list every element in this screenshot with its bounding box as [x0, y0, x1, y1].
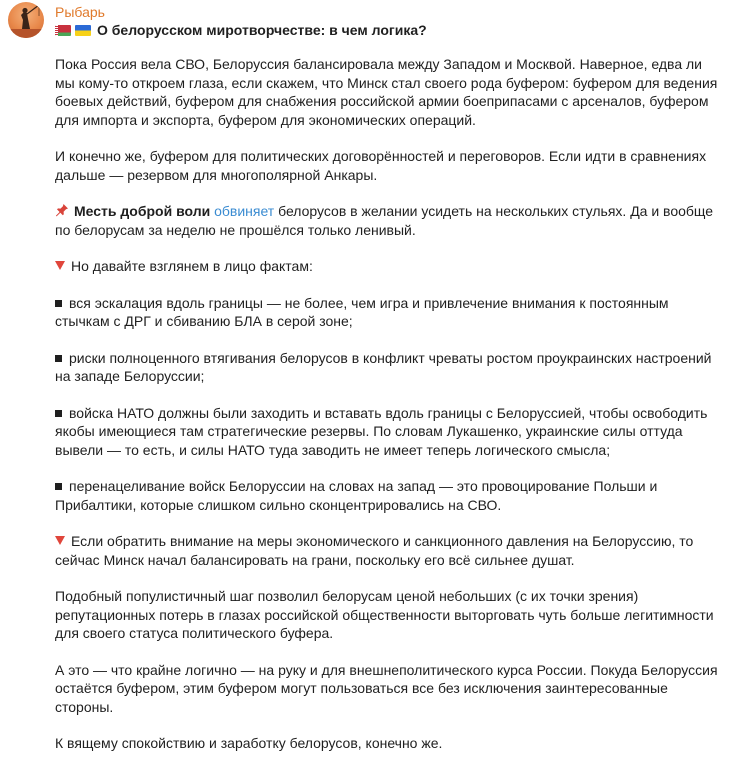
paragraph-text: белорусов в желании усидеть на нескольких стульях. Да и вообще по белорусам за неделю не прошёлся только ленивый.: [55, 203, 714, 238]
fisherman-silhouette-icon: [8, 2, 44, 38]
pushpin-icon: [55, 203, 69, 217]
black-square-bullet-icon: [55, 483, 62, 490]
paragraph-text: Если обратить внимание на меры экономического и санкционного давления на Белоруссию, то сейчас Минск начал балансировать на грани, поскольку его всё сильнее душат.: [55, 533, 694, 568]
post-title: О белорусском миротворчестве: в чем логика?: [97, 22, 427, 38]
red-triangle-down-icon: [55, 261, 65, 270]
bullet-item: [55, 349, 720, 386]
black-square-bullet-icon: [55, 300, 62, 307]
black-square-bullet-icon: [55, 355, 62, 362]
channel-avatar[interactable]: [8, 2, 44, 38]
source-name: Месть доброй воли: [74, 203, 211, 219]
post-paragraph: Подобный популистичный шаг позволил белорусам ценой небольших (с их точки зрения) репутационных потерь в глазах российской общественности выторговать чуть больше легитимности для своего статуса политического буфера.: [55, 588, 714, 641]
post-paragraph: Пока Россия вела СВО, Белоруссия балансировала между Западом и Москвой. Наверное, едва ли мы кому-то откроем глаза, если скажем, что Минск стал своего рода буфером: буфером для ведения боевых действий, буфером для снабжения российской армии боеприпасами с арсеналов, буфером для импорта и экспорта, буфером для экономических операций.: [55, 56, 718, 128]
black-square-bullet-icon: [55, 410, 62, 417]
paragraph-text: Но давайте взглянем в лицо фактам:: [71, 258, 313, 274]
bullet-item: [55, 404, 720, 460]
bullet-item: [55, 294, 720, 331]
flag-ukraine-icon: [75, 25, 91, 36]
post-paragraph-facts: [55, 257, 720, 276]
post-paragraph-accusation: [55, 202, 720, 239]
post-title-row: [55, 22, 427, 38]
source-link[interactable]: обвиняет: [214, 203, 275, 219]
post-paragraph: И конечно же, буфером для политических договорённостей и переговоров. Если идти в сравнениях дальше — резервом для многополярной Анкары.: [55, 148, 707, 183]
bullet-text: перенацеливание войск Белоруссии на словах на запад — это провоцирование Польши и Прибалтики, которые слишком сильно сконцентрировались на СВО.: [55, 478, 658, 513]
bullet-text: войска НАТО должны были заходить и вставать вдоль границы с Белоруссией, чтобы освободить якобы имеющиеся там стратегические резервы. По словам Лукашенко, украинские силы оттуда вывели — то есть, и силы НАТО туда заводить не имеет теперь логического смысла;: [55, 404, 708, 458]
bullet-item: [55, 477, 720, 514]
bullet-text: вся эскалация вдоль границы — не более, чем игра и привлечение внимания к постоянным стычкам с ДРГ и сбиванию БЛА в серой зоне;: [55, 294, 669, 329]
post-paragraph: А это — что крайне логично — на руку и для внешнеполитического курса России. Покуда Белоруссия остаётся буфером, этим буфером могут пользоваться все без исключения заинтересованные стороны.: [55, 661, 718, 715]
post-paragraph-pressure: [55, 532, 720, 569]
red-triangle-down-icon: [55, 536, 65, 545]
post-body: [55, 55, 720, 771]
flag-belarus-icon: [55, 25, 71, 36]
post-paragraph: К вящему спокойствию и заработку белорусов, конечно же.: [55, 735, 443, 751]
bullet-text: риски полноценного втягивания белорусов в конфликт чреваты ростом проукраинских настроений на западе Белоруссии;: [55, 349, 712, 384]
channel-name[interactable]: Рыбарь: [55, 4, 105, 20]
